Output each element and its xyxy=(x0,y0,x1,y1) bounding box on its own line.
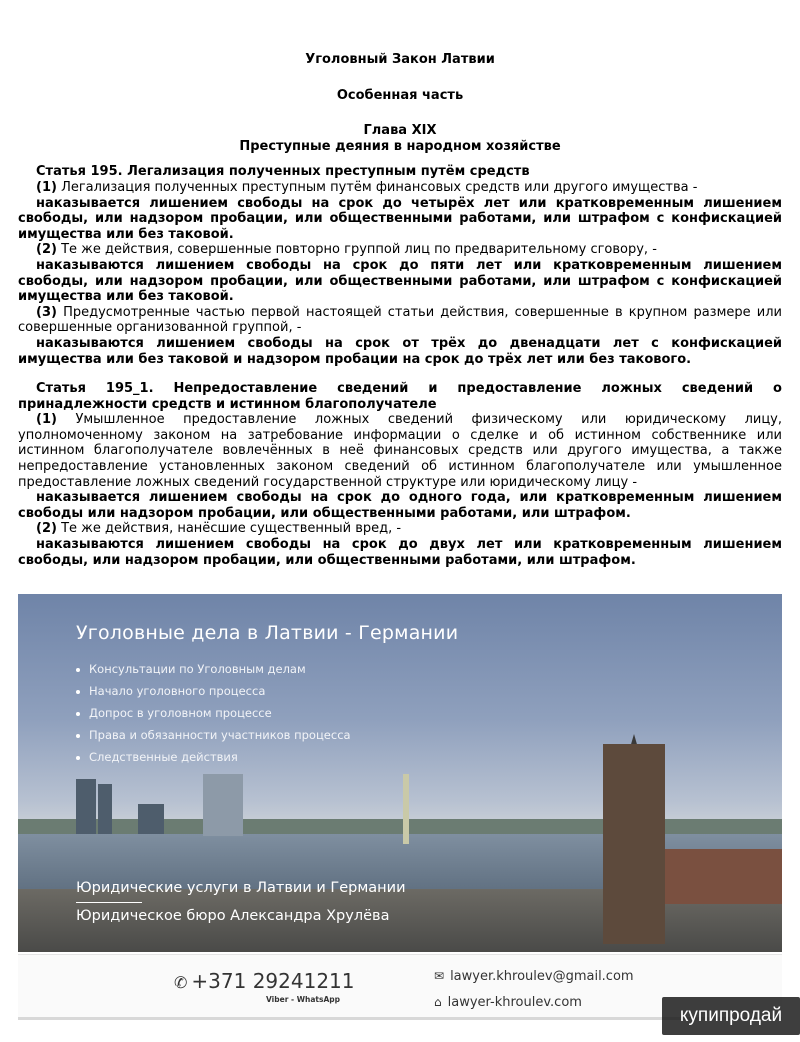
list-item-label: Следственные действия xyxy=(89,750,238,764)
part-text: Умышленное предоставление ложных сведений физическому или юридическому лицу, уполномоченному законом на затребование информации о сделке и об истинном собственнике или истинном благополучателе вовлечённых в неё финансовых средств или другого имущества, а также непредоставление установленных законом сведений об истинном благополучателе или умышленное предоставление ложных сведений государственной структуре или юридическому лицу - xyxy=(18,412,782,490)
article-195-1-part-1-penalty: наказывается лишением свободы на срок до одного года, или кратковременным лишением свободы или надзором пробации, или общественными работами, или штрафом. xyxy=(18,490,782,521)
bullet-icon xyxy=(76,734,80,738)
law-title: Уголовный Закон Латвии xyxy=(305,52,495,67)
highrise-building xyxy=(138,804,164,834)
cathedral-tower xyxy=(603,744,665,944)
services-caption: Юридические услуги в Латвии и Германии xyxy=(76,880,406,896)
email-contact[interactable] xyxy=(434,969,634,984)
banner-roofs xyxy=(658,849,782,904)
list-item-label: Права и обязанности участников процесса xyxy=(89,728,351,742)
website-url: lawyer-khroulev.com xyxy=(447,995,582,1010)
article-195-1-part-1 xyxy=(18,412,782,490)
part-number: (2) xyxy=(36,242,57,258)
bureau-caption: Юридическое бюро Александра Хрулёва xyxy=(76,908,390,924)
bullet-icon xyxy=(76,756,80,760)
chapter-heading xyxy=(18,123,782,154)
list-item-label: Консультации по Уголовным делам xyxy=(89,662,306,676)
bridge-pylon xyxy=(403,774,409,844)
envelope-icon: ✉ xyxy=(434,969,445,983)
document-body xyxy=(18,52,782,568)
phone-number: +371 29241211 xyxy=(191,969,355,993)
article-195-part-1-penalty: наказывается лишением свободы на срок до четырёх лет или кратковременным лишением свободы, или надзором пробации, или общественными работами, или штрафом с конфискацией имущества или без таковой. xyxy=(18,195,782,242)
list-item xyxy=(76,724,351,746)
article-195-1-title: Статья 195_1. Непредоставление сведений и предоставление ложных сведений о принадлежности средств и истинном благополучателе xyxy=(18,381,782,412)
part-number: (1) xyxy=(36,179,57,195)
highrise-building xyxy=(98,784,112,834)
list-item xyxy=(76,680,351,702)
advert-banner xyxy=(18,594,782,952)
chapter-title: Преступные деяния в народном хозяйстве xyxy=(239,138,561,154)
article-195-1-part-2-penalty: наказываются лишением свободы на срок до двух лет или кратковременным лишением свободы, или надзором пробации, или общественными работами, или штрафом. xyxy=(18,537,782,568)
part-text: Те же действия, нанёсшие существенный вред, - xyxy=(56,521,402,537)
article-195-title: Статья 195. Легализация полученных преступным путём средств xyxy=(36,164,530,180)
phone-contact[interactable] xyxy=(174,969,355,993)
list-item xyxy=(76,746,351,768)
banner-title: Уголовные дела в Латвии - Германии xyxy=(76,622,459,644)
article-195-part-1 xyxy=(18,180,782,196)
part-text: Легализация полученных преступным путём финансовых средств или другого имущества - xyxy=(56,179,698,195)
watermark-logo: купипродай xyxy=(662,997,800,1035)
chapter-number: Глава XIX xyxy=(363,123,437,139)
article-195-part-2-penalty: наказываются лишением свободы на срок до пяти лет или кратковременным лишением свободы, или надзором пробации, или общественными работами, или штрафом с конфискацией имущества или без таковой. xyxy=(18,257,782,305)
list-item-label: Начало уголовного процесса xyxy=(89,684,266,698)
website-contact[interactable] xyxy=(434,995,582,1010)
bullet-icon xyxy=(76,668,80,672)
phone-icon: ✆ xyxy=(174,973,188,992)
bullet-icon xyxy=(76,712,80,716)
part-number: (3) xyxy=(36,304,57,320)
article-195-part-3 xyxy=(18,305,782,336)
glass-tower-building xyxy=(203,774,243,836)
banner-service-list xyxy=(76,658,351,768)
part-title: Особенная часть xyxy=(336,87,464,103)
article-195-part-3-penalty: наказываются лишением свободы на срок от трёх до двенадцати лет с конфискацией имущества или без таковой и надзором пробации на срок до трёх лет или без такового. xyxy=(18,335,782,367)
bullet-icon xyxy=(76,690,80,694)
part-number: (1) xyxy=(36,412,57,428)
list-item-label: Допрос в уголовном процессе xyxy=(89,706,272,720)
list-item xyxy=(76,702,351,724)
divider xyxy=(76,902,142,903)
part-number: (2) xyxy=(36,521,57,537)
highrise-building xyxy=(76,779,96,834)
spacer xyxy=(18,367,782,381)
home-icon: ⌂ xyxy=(434,995,442,1009)
article-195-1-part-2 xyxy=(18,521,782,537)
article-195-part-2 xyxy=(18,242,782,258)
list-item xyxy=(76,658,351,680)
phone-note: Viber - WhatsApp xyxy=(266,995,340,1004)
email-address: lawyer.khroulev@gmail.com xyxy=(450,969,634,984)
part-text: Предусмотренные частью первой настоящей статьи действия, совершенные в крупном размере или совершенные организованной группой, - xyxy=(18,304,782,336)
part-text: Те же действия, совершенные повторно группой лиц по предварительному сговору, - xyxy=(56,242,657,258)
